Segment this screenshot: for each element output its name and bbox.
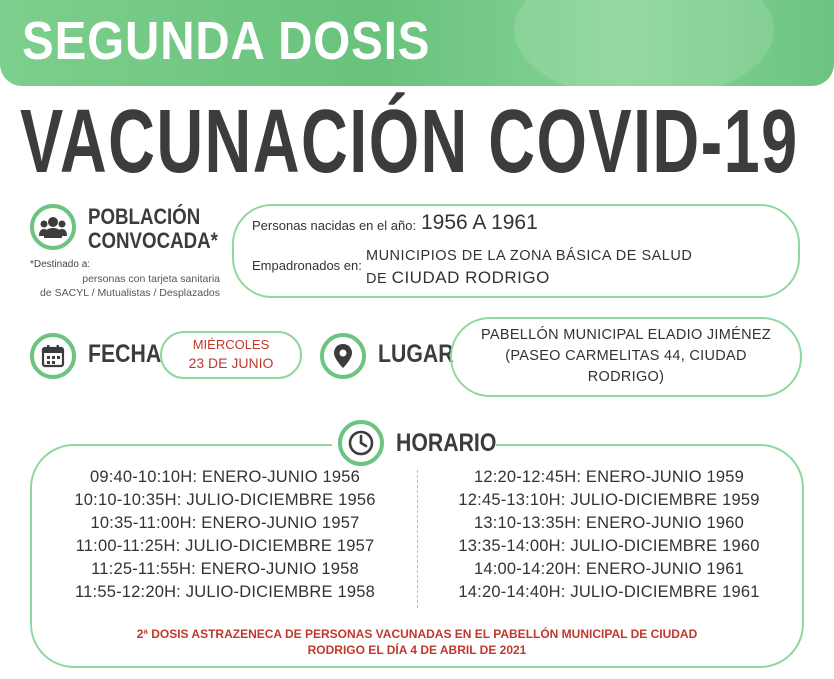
page-title: VACUNACIÓN COVID-19 xyxy=(20,92,799,192)
schedule-row: 12:20-12:45H: ENERO-JUNIO 1959 xyxy=(473,468,745,486)
lugar-label: LUGAR xyxy=(378,340,454,368)
schedule-row: 11:00-11:25H: JULIO-DICIEMBRE 1957 xyxy=(75,537,375,555)
location-pin-icon xyxy=(320,333,366,379)
schedule-row: 13:35-14:00H: JULIO-DICIEMBRE 1960 xyxy=(458,537,760,555)
horario-right-column xyxy=(424,468,794,606)
schedule-row: 14:20-14:40H: JULIO-DICIEMBRE 1961 xyxy=(458,583,760,601)
fecha-date: 23 DE JUNIO xyxy=(188,355,274,371)
note-line1: 2ª DOSIS ASTRAZENECA DE PERSONAS VACUNADAS EN EL PABELLÓN MUNICIPAL DE CIUDAD xyxy=(136,627,698,641)
empadronados-label: Empadronados en: xyxy=(252,258,362,273)
banner-title: SEGUNDA DOSIS xyxy=(22,11,431,71)
poblacion-title-line1: POBLACIÓN xyxy=(88,204,201,229)
schedule-row: 10:35-11:00H: ENERO-JUNIO 1957 xyxy=(90,514,360,532)
schedule-row: 11:55-12:20H: JULIO-DICIEMBRE 1958 xyxy=(75,583,375,601)
schedule-row: 12:45-13:10H: JULIO-DICIEMBRE 1959 xyxy=(458,491,760,509)
fecha-label: FECHA xyxy=(88,340,162,368)
calendar-icon xyxy=(30,333,76,379)
schedule-row: 09:40-10:10H: ENERO-JUNIO 1956 xyxy=(89,468,361,486)
people-group-icon xyxy=(30,204,76,250)
lugar-line1: PABELLÓN MUNICIPAL ELADIO JIMÉNEZ xyxy=(480,327,772,343)
horario-label: HORARIO xyxy=(396,429,497,457)
destinado-line2: de SACYL / Mutualistas / Desplazados xyxy=(40,287,220,299)
horario-left-column xyxy=(40,468,410,606)
destinado-label: *Destinado a: xyxy=(30,259,91,270)
schedule-row: 11:25-11:55H: ENERO-JUNIO 1958 xyxy=(91,560,359,578)
poblacion-title-line2: CONVOCADA* xyxy=(88,228,218,253)
empadronados-city: CIUDAD RODRIGO xyxy=(391,268,550,287)
destinado-line1: personas con tarjeta sanitaria xyxy=(82,273,220,285)
schedule-row: 14:00-14:20H: ENERO-JUNIO 1961 xyxy=(473,560,745,578)
lugar-line2: (PASEO CARMELITAS 44, CIUDAD xyxy=(505,348,747,364)
horario-divider xyxy=(417,470,418,608)
fecha-day: MIÉRCOLES xyxy=(192,337,270,352)
nacidas-value: 1956 A 1961 xyxy=(421,211,538,234)
nacidas-label: Personas nacidas en el año: xyxy=(252,218,417,233)
lugar-line3: RODRIGO) xyxy=(587,369,665,385)
note-line2: RODRIGO EL DÍA 4 DE ABRIL DE 2021 xyxy=(307,643,527,657)
empadronados-prefix: DE xyxy=(366,271,392,287)
schedule-row: 10:10-10:35H: JULIO-DICIEMBRE 1956 xyxy=(74,491,376,509)
schedule-row: 13:10-13:35H: ENERO-JUNIO 1960 xyxy=(473,514,745,532)
clock-icon xyxy=(338,420,384,466)
empadronados-line1: MUNICIPIOS DE LA ZONA BÁSICA DE SALUD xyxy=(366,248,693,264)
